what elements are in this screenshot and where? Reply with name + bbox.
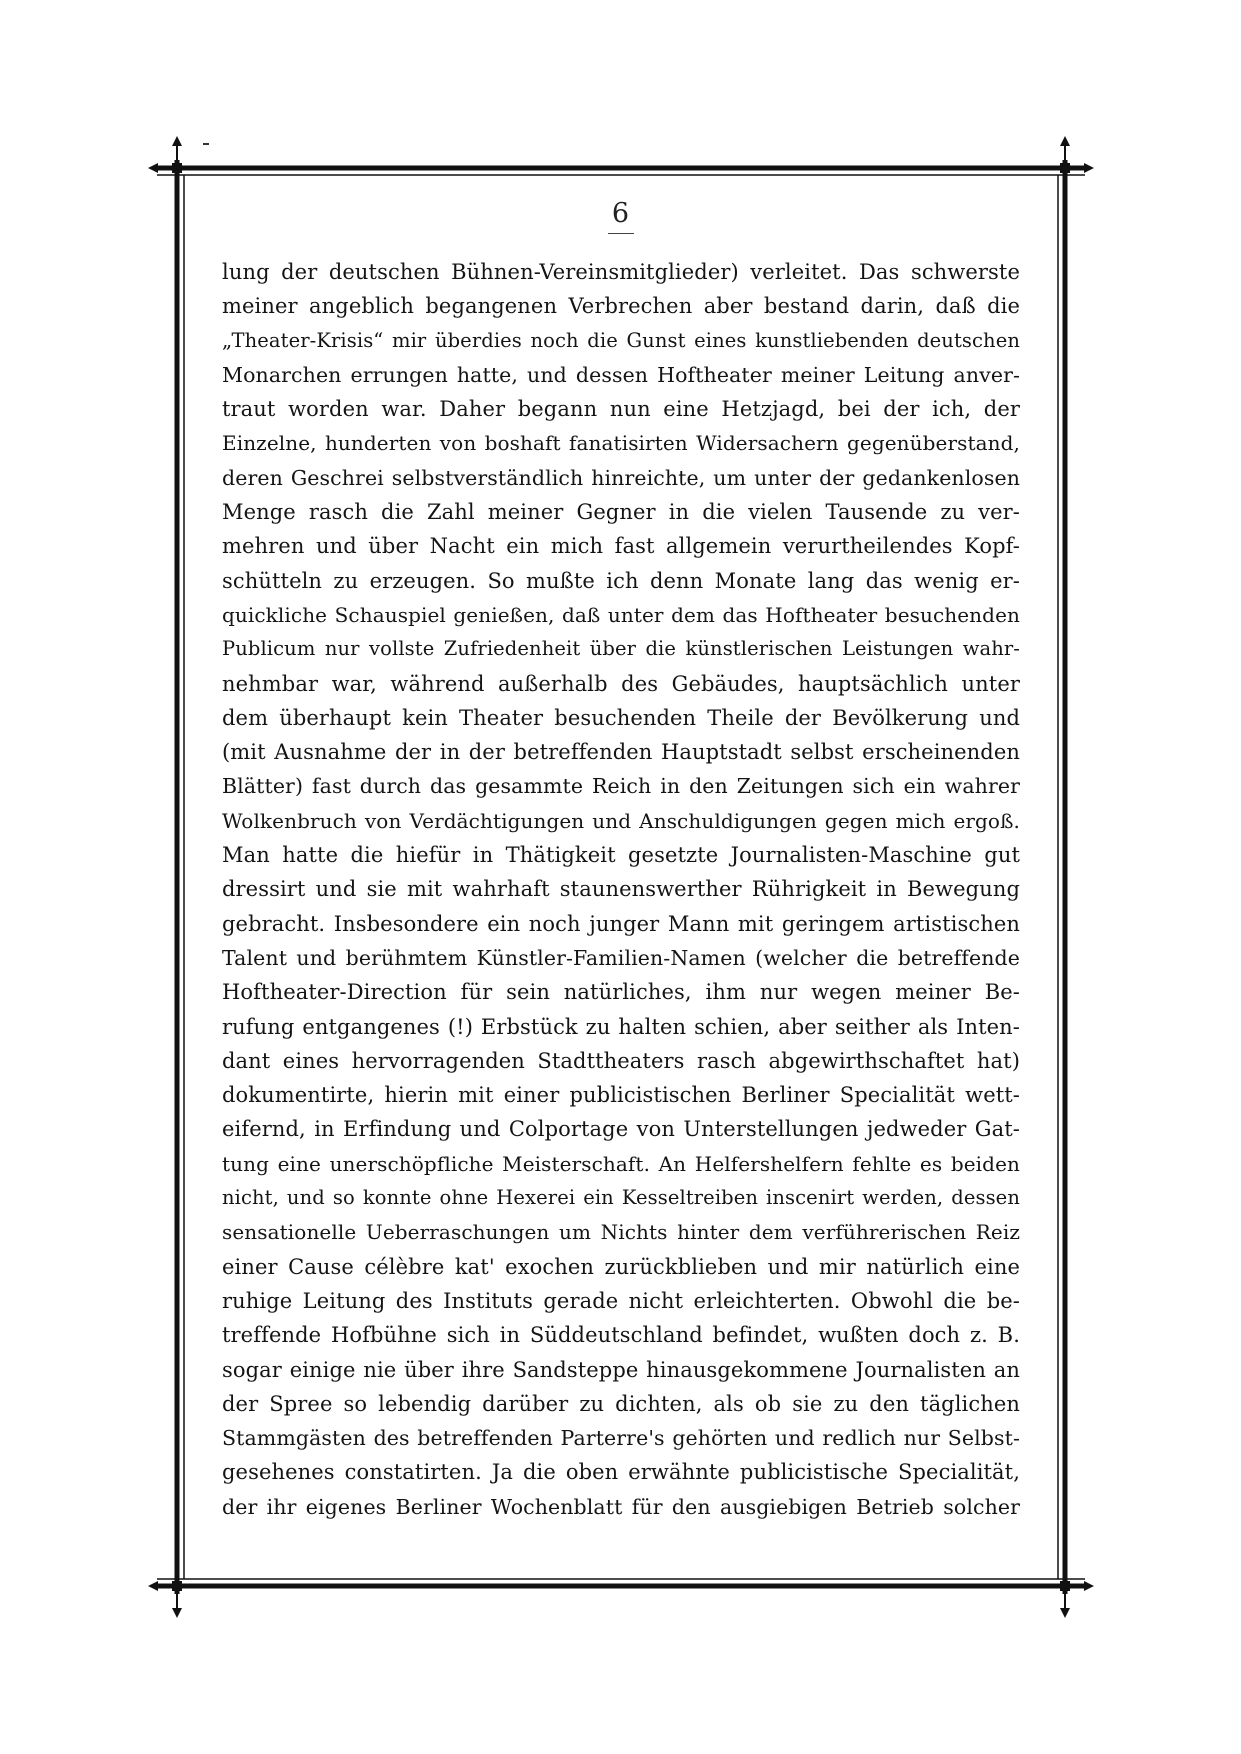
corner-ornament-bottom-left <box>148 1581 182 1618</box>
text-line: treffende Hofbühne sich in Süddeutschland befindet, wußten doch z. B. <box>222 1323 1020 1348</box>
text-line: „Theater-Krisis“ mir überdies noch die Gunst eines kunstliebenden deutschen <box>222 328 1020 352</box>
text-line: dem überhaupt kein Theater besuchenden Theile der Bevölkerung und <box>222 705 1020 730</box>
page-number: 6 <box>611 198 630 229</box>
corner-ornament-bottom-right <box>1060 1581 1094 1618</box>
text-line: gebracht. Insbesondere ein noch junger Mann mit geringem artistischen <box>222 911 1020 936</box>
text-line: tung eine unerschöpfliche Meisterschaft. An Helfershelfern fehlte es beiden <box>222 1151 1020 1176</box>
text-line: der Spree so lebendig darüber zu dichten, als ob sie zu den täglichen <box>222 1391 1020 1416</box>
text-line: lung der deutschen Bühnen-Vereinsmitglieder) verleitet. Das schwerste <box>222 260 1020 284</box>
corner-ornament-top-left <box>148 136 182 173</box>
text-line: nicht, und so konnte ohne Hexerei ein Kesseltreiben inscenirt werden, dessen <box>222 1186 1020 1210</box>
text-line: rufung entgangenes (!) Erbstück zu halten schien, aber seither als Inten- <box>222 1014 1020 1039</box>
text-line: Wolkenbruch von Verdächtigungen und Anschuldigungen gegen mich ergoß. <box>222 808 1020 833</box>
page-number-underline <box>608 233 634 234</box>
body-text <box>222 255 1020 1524</box>
text-line: sensationelle Ueberraschungen um Nichts hinter dem verführerischen Reiz <box>222 1220 1020 1245</box>
text-line: quickliche Schauspiel genießen, daß unter dem das Hoftheater besuchenden <box>222 602 1020 627</box>
text-line: der ihr eigenes Berliner Wochenblatt für den ausgiebigen Betrieb solcher <box>222 1494 1020 1519</box>
text-line: Menge rasch die Zahl meiner Gegner in die vielen Tausende zu ver- <box>222 500 1020 525</box>
text-line: deren Geschrei selbstverständlich hinreichte, um unter der gedankenlosen <box>222 465 1020 490</box>
text-line: Monarchen errungen hatte, und dessen Hoftheater meiner Leitung anver- <box>222 362 1020 387</box>
text-line: meiner angeblich begangenen Verbrechen aber bestand darin, daß die <box>222 294 1020 319</box>
text-line: gesehenes constatirten. Ja die oben erwähnte publicistische Specialität, <box>222 1460 1020 1485</box>
corner-ornament-top-right <box>1060 136 1094 173</box>
text-line: Einzelne, hunderten von boshaft fanatisirten Widersachern gegenüberstand, <box>222 431 1020 456</box>
text-line: traut worden war. Daher begann nun eine Hetzjagd, bei der ich, der <box>222 397 1020 422</box>
text-line: sogar einige nie über ihre Sandsteppe hinausgekommene Journalisten an <box>222 1357 1020 1382</box>
text-line: eifernd, in Erfindung und Colportage von Unterstellungen jedweder Gat- <box>222 1117 1020 1142</box>
print-speck <box>203 143 209 145</box>
text-line: Stammgästen des betreffenden Parterre's gehörten und redlich nur Selbst- <box>222 1426 1020 1451</box>
text-line: einer Cause célèbre kat' exochen zurückblieben und mir natürlich eine <box>222 1254 1020 1279</box>
text-line: nehmbar war, während außerhalb des Gebäudes, hauptsächlich unter <box>222 671 1020 696</box>
text-line: dokumentirte, hierin mit einer publicistischen Berliner Specialität wett- <box>222 1083 1020 1108</box>
text-line: Talent und berühmtem Künstler-Familien-Namen (welcher die betreffende <box>222 945 1020 970</box>
text-line: Man hatte die hiefür in Thätigkeit gesetzte Journalisten-Maschine gut <box>222 843 1020 868</box>
text-line: dressirt und sie mit wahrhaft staunenswerther Rührigkeit in Bewegung <box>222 877 1020 902</box>
text-line: Publicum nur vollste Zufriedenheit über die künstlerischen Leistungen wahr- <box>222 637 1020 661</box>
text-line: mehren und über Nacht ein mich fast allgemein verurtheilendes Kopf- <box>222 534 1020 559</box>
text-line: schütteln zu erzeugen. So mußte ich denn Monate lang das wenig er- <box>222 568 1020 593</box>
text-line: Hoftheater-Direction für sein natürliches, ihm nur wegen meiner Be- <box>222 980 1020 1005</box>
text-line: dant eines hervorragenden Stadttheaters rasch abgewirthschaftet hat) <box>222 1048 1020 1073</box>
text-line: (mit Ausnahme der in der betreffenden Hauptstadt selbst erscheinenden <box>222 740 1020 765</box>
text-line: Blätter) fast durch das gesammte Reich in den Zeitungen sich ein wahrer <box>222 774 1020 799</box>
text-line: ruhige Leitung des Instituts gerade nicht erleichterten. Obwohl die be- <box>222 1288 1020 1313</box>
